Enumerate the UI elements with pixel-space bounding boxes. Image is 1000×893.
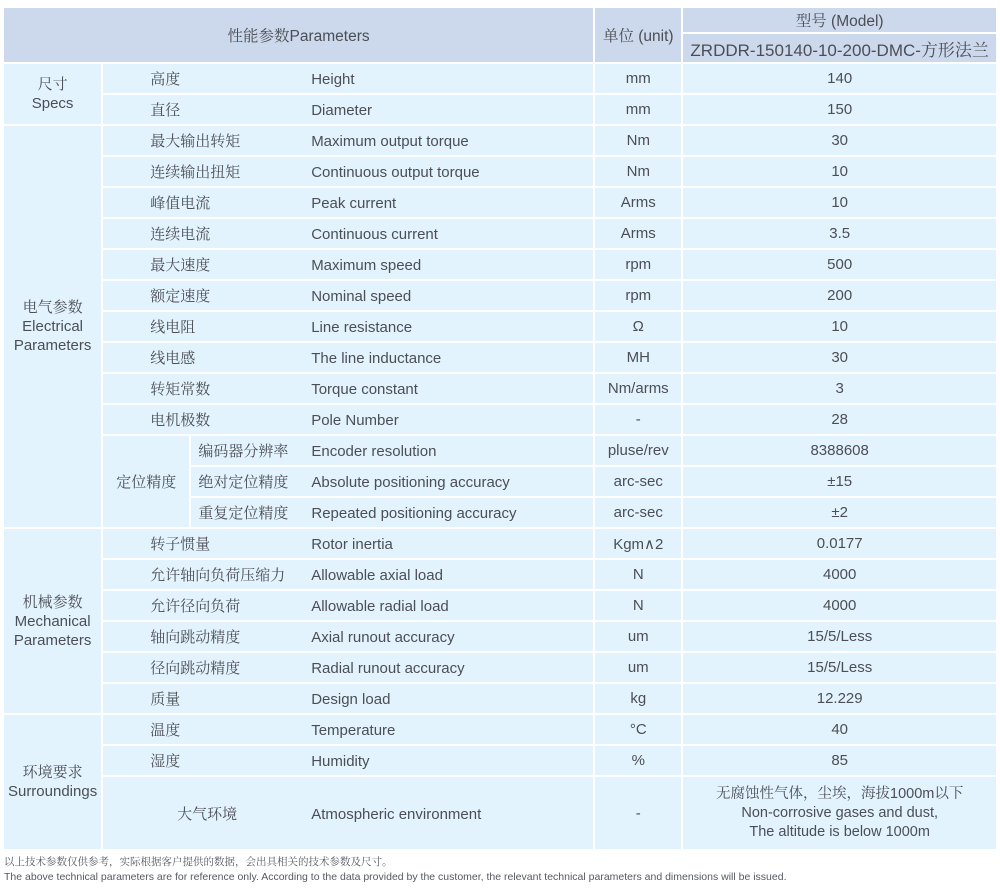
param-cn: 绝对定位精度 xyxy=(198,474,289,491)
param-en: Design load xyxy=(311,691,391,708)
value-cell: ±15 xyxy=(683,467,996,496)
param-cell xyxy=(191,467,593,496)
unit-cell: Nm xyxy=(595,157,681,186)
value-cell xyxy=(683,777,996,849)
param-en: Allowable radial load xyxy=(311,598,449,615)
param-row xyxy=(4,281,996,310)
param-cn: 大气环境 xyxy=(177,805,238,823)
unit-cell: N xyxy=(595,591,681,620)
param-cell xyxy=(103,591,593,620)
param-cn: 编码器分辨率 xyxy=(198,443,289,460)
param-cell xyxy=(103,622,593,651)
param-cn: 允许轴向负荷压缩力 xyxy=(150,567,286,584)
param-cn: 高度 xyxy=(150,71,181,88)
param-cn: 最大速度 xyxy=(150,257,211,274)
category-cn: 尺寸 xyxy=(37,76,68,93)
param-row xyxy=(4,653,996,682)
param-en: Torque constant xyxy=(311,381,418,398)
param-row xyxy=(4,250,996,279)
param-row xyxy=(4,374,996,403)
param-row xyxy=(4,126,996,155)
param-cn: 额定速度 xyxy=(150,288,211,305)
param-row xyxy=(4,622,996,651)
param-cell xyxy=(103,95,593,124)
header-parameters: 性能参数Parameters xyxy=(4,8,593,62)
unit-cell: arc-sec xyxy=(595,467,681,496)
param-cell xyxy=(103,64,593,93)
param-en: Line resistance xyxy=(311,319,413,336)
param-row xyxy=(4,188,996,217)
param-cn: 连续电流 xyxy=(150,226,211,243)
param-en: Absolute positioning accuracy xyxy=(311,474,510,491)
unit-cell: Arms xyxy=(595,188,681,217)
param-cn: 峰值电流 xyxy=(150,195,211,212)
param-en: Maximum speed xyxy=(311,257,422,274)
param-en: Encoder resolution xyxy=(311,443,437,460)
param-en: Atmospheric environment xyxy=(311,805,482,823)
spec-table-header xyxy=(4,8,996,62)
param-row xyxy=(4,436,996,465)
param-row xyxy=(4,684,996,713)
param-en: Nominal speed xyxy=(311,288,412,305)
param-cell xyxy=(103,126,593,155)
param-row xyxy=(4,715,996,744)
param-cell xyxy=(103,405,593,434)
param-cell xyxy=(103,529,593,558)
unit-cell: N xyxy=(595,560,681,589)
param-en: Continuous output torque xyxy=(311,164,480,181)
param-cn: 连续输出扭矩 xyxy=(150,164,241,181)
value-cell: 12.229 xyxy=(683,684,996,713)
unit-cell: Ω xyxy=(595,312,681,341)
category-cell xyxy=(4,715,101,849)
subgroup-cell: 定位精度 xyxy=(103,436,189,527)
param-en: Radial runout accuracy xyxy=(311,660,465,677)
unit-cell: °C xyxy=(595,715,681,744)
unit-cell: % xyxy=(595,746,681,775)
param-row xyxy=(4,157,996,186)
param-cell xyxy=(103,312,593,341)
spec-table-body xyxy=(4,64,996,849)
unit-cell: um xyxy=(595,653,681,682)
value-cell: 8388608 xyxy=(683,436,996,465)
param-row xyxy=(4,405,996,434)
header-row-1 xyxy=(4,8,996,32)
unit-cell: um xyxy=(595,622,681,651)
header-model-value: ZRDDR-150140-10-200-DMC-方形法兰 xyxy=(683,34,996,62)
header-model: 型号 (Model) xyxy=(683,8,996,32)
value-cell: 30 xyxy=(683,126,996,155)
category-cn: 电气参数 xyxy=(22,299,83,316)
param-cell xyxy=(103,188,593,217)
footnotes xyxy=(4,855,1000,885)
param-en: Height xyxy=(311,71,355,88)
value-cell: 40 xyxy=(683,715,996,744)
param-cn: 最大输出转矩 xyxy=(150,133,241,150)
unit-cell: mm xyxy=(595,64,681,93)
param-row xyxy=(4,591,996,620)
param-cn: 允许径向负荷 xyxy=(150,598,241,615)
param-cell xyxy=(103,684,593,713)
param-cell xyxy=(191,436,593,465)
param-cell xyxy=(103,746,593,775)
value-cell: 140 xyxy=(683,64,996,93)
value-line: 无腐蚀性气体，尘埃，海拔1000m以下 xyxy=(716,785,964,802)
header-unit: 单位 (unit) xyxy=(595,8,681,62)
value-line: Non-corrosive gases and dust, xyxy=(741,804,938,821)
param-cell xyxy=(103,157,593,186)
value-cell: 15/5/Less xyxy=(683,653,996,682)
unit-cell: MH xyxy=(595,343,681,372)
param-row xyxy=(4,560,996,589)
unit-cell: kg xyxy=(595,684,681,713)
value-cell: 30 xyxy=(683,343,996,372)
param-cell xyxy=(103,560,593,589)
unit-cell: pluse/rev xyxy=(595,436,681,465)
value-cell: 500 xyxy=(683,250,996,279)
value-cell: 10 xyxy=(683,188,996,217)
param-en: Allowable axial load xyxy=(311,567,443,584)
footnote-cn: 以上技术参数仅供参考，实际根据客户提供的数据，会出具相关的技术参数及尺寸。 xyxy=(4,856,393,868)
param-en: Temperature xyxy=(311,722,396,739)
value-cell: 15/5/Less xyxy=(683,622,996,651)
param-en: Repeated positioning accuracy xyxy=(311,505,517,522)
value-cell: ±2 xyxy=(683,498,996,527)
param-en: Maximum output torque xyxy=(311,133,469,150)
param-cn: 温度 xyxy=(150,722,181,739)
value-cell: 0.0177 xyxy=(683,529,996,558)
param-cell xyxy=(103,343,593,372)
param-row xyxy=(4,529,996,558)
param-cell xyxy=(103,219,593,248)
param-cn: 电机极数 xyxy=(150,412,211,429)
unit-cell: - xyxy=(595,777,681,849)
value-cell: 3.5 xyxy=(683,219,996,248)
param-cn: 线电感 xyxy=(150,350,196,367)
value-line: The altitude is below 1000m xyxy=(749,823,930,840)
param-en: Humidity xyxy=(311,753,370,770)
category-cn: 机械参数 xyxy=(22,593,83,611)
unit-cell: Nm/arms xyxy=(595,374,681,403)
param-cell xyxy=(103,715,593,744)
param-row xyxy=(4,219,996,248)
category-en: Specs xyxy=(31,95,74,112)
unit-cell: Nm xyxy=(595,126,681,155)
param-row xyxy=(4,746,996,775)
unit-cell: - xyxy=(595,405,681,434)
param-en: Rotor inertia xyxy=(311,536,393,553)
value-cell: 150 xyxy=(683,95,996,124)
param-cn: 湿度 xyxy=(150,753,181,770)
param-cell xyxy=(191,498,593,527)
param-row xyxy=(4,343,996,372)
category-en: Mechanical Parameters xyxy=(13,612,92,649)
param-cn: 质量 xyxy=(150,691,181,708)
footnote-en: The above technical parameters are for reference only. According to the data provided by the customer, the relevant technical parameters and dimensions will be issued. xyxy=(4,871,787,883)
spec-table xyxy=(2,6,998,851)
category-cell xyxy=(4,126,101,527)
param-en: Continuous current xyxy=(311,226,438,243)
value-cell: 28 xyxy=(683,405,996,434)
value-cell: 85 xyxy=(683,746,996,775)
param-cn: 径向跳动精度 xyxy=(150,660,241,677)
unit-cell: Arms xyxy=(595,219,681,248)
value-cell: 4000 xyxy=(683,560,996,589)
unit-cell: mm xyxy=(595,95,681,124)
param-en: Peak current xyxy=(311,195,397,212)
category-cn: 环境要求 xyxy=(22,764,83,781)
unit-cell: arc-sec xyxy=(595,498,681,527)
value-cell: 10 xyxy=(683,157,996,186)
param-row xyxy=(4,312,996,341)
param-en: Axial runout accuracy xyxy=(311,629,455,646)
param-cell xyxy=(103,374,593,403)
unit-cell: rpm xyxy=(595,250,681,279)
param-cell xyxy=(103,653,593,682)
value-cell: 3 xyxy=(683,374,996,403)
param-en: Pole Number xyxy=(311,412,399,429)
param-en: The line inductance xyxy=(311,350,442,367)
param-row xyxy=(4,95,996,124)
param-cell xyxy=(103,250,593,279)
value-cell: 10 xyxy=(683,312,996,341)
unit-cell: rpm xyxy=(595,281,681,310)
param-cn: 重复定位精度 xyxy=(198,505,289,522)
category-en: Electrical Parameters xyxy=(13,318,92,354)
param-cn: 直径 xyxy=(150,102,181,119)
param-row xyxy=(4,64,996,93)
unit-cell: Kgm∧2 xyxy=(595,529,681,558)
param-cell xyxy=(103,777,593,849)
param-cn: 转矩常数 xyxy=(150,381,211,398)
category-cell xyxy=(4,64,101,124)
param-cn: 线电阻 xyxy=(150,319,196,336)
value-cell: 4000 xyxy=(683,591,996,620)
value-cell: 200 xyxy=(683,281,996,310)
category-cell xyxy=(4,529,101,713)
param-cn: 轴向跳动精度 xyxy=(150,629,241,646)
param-cell xyxy=(103,281,593,310)
param-cn: 转子惯量 xyxy=(150,536,211,553)
param-en: Diameter xyxy=(311,102,373,119)
category-en: Surroundings xyxy=(7,783,98,800)
param-row xyxy=(4,777,996,849)
